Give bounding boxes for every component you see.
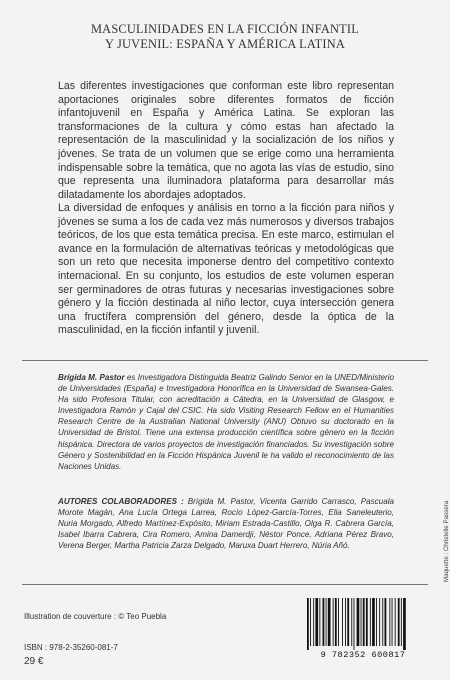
title-line-1: MASCULINIDADES EN LA FICCIÓN INFANTIL (90, 22, 360, 36)
barcode-bar (398, 598, 400, 646)
barcode-bar (351, 598, 352, 646)
isbn: ISBN : 978-2-35260-081-7 (24, 643, 118, 652)
barcode-bar (310, 598, 311, 646)
barcode-bar (326, 598, 327, 646)
barcode-bar (319, 598, 320, 646)
barcode-bar (333, 598, 334, 646)
barcode-digits: 9 782352 600817 (320, 650, 406, 660)
barcode-bar (389, 598, 390, 646)
description-paragraph-1: Las diferentes investigaciones que conforman este libro representan aportaciones originales sobre diferentes formatos de ficción infantojuvenil en España y América Latina. Se exploran las transformaciones de la cultura y cómo estas han afectado la representación de la masculinidad y la socialización de los niños y jóvenes. Se trata de un volumen que se erige como una herramienta indispensable sobre la temática, que no agota las vías de estudio, sino que representa una iluminadora plataforma para desarrollar más dilatadamente los abordajes adoptados. (58, 80, 394, 201)
barcode-bar (345, 598, 346, 646)
barcode-bar (347, 598, 349, 646)
barcode-bar (342, 598, 343, 646)
barcode-bar (338, 598, 339, 646)
barcode-bar (395, 598, 396, 646)
barcode-bar (376, 598, 377, 646)
barcode (303, 598, 423, 662)
barcode-bar (370, 598, 371, 646)
barcode-bar (382, 598, 383, 646)
collaborators-label: AUTORES COLABORADORES : (58, 497, 184, 506)
author-bio-text: es Investigadora Distinguida Beatriz Galindo Senior en la UNED/Ministerio de Universidades (España) e Investigadora Honorífica en la Universidad de Swansea-Gales. Ha sido Profesora Titular, con acreditación a Cátedra, en la Universidad de Glasgow, e Investigadora Ramón y Cajal del CSIC. Ha sido Visiting Research Fellow en el Humanities Research Centre de la Australian National University (ANU) Obtuvo su doctorado en la Universidad de Bristol. Tiene una extensa producción científica sobre género en la ficción hispánica. Directora de varios proyectos de investigación financiados. Su investigación sobre Género y Sostenibilidad en la Ficción Hispánica Juvenil le ha valido el reconocimiento de las Naciones Unidas. (58, 373, 394, 471)
barcode-bar (372, 598, 375, 646)
barcode-bar (354, 598, 355, 650)
barcode-bar (392, 598, 393, 646)
barcode-bar (328, 598, 331, 646)
collaborators-list: Brígida M. Pastor, Vicenta Garrido Carrasco, Pascuala Morote Magán, Ana Lucía Ortega Larrea, Rocío López-García-Torres, Elia Saneleuterio, Nuria Morgado, Alfredo Martínez-Expósito, Miriam Estrada-Castillo, Olga R. Cabrera García, Isabel Ibarra Cabrera, Cira Romero, Amina Damerdji, Néstor Ponce, Adriana Pérez Bravo, Verena Berger, Martha Patricia Zarza Delgado, Maruxa Duart Herrero, Núria Añó. (58, 497, 394, 551)
description-paragraph-2: La diversidad de enfoques y análisis en torno a la ficción para niños y jóvenes se suma a los de cada vez más numerosos y diversos trabajos teóricos, de los que esta temática precisa. En este marco, estimulan el avance en la formulación de alternativas teóricas y metodológicas que son un reto que necesita imponerse dentro del competitivo contexto internacional. En su conjunto, los estudios de este volumen esperan ser germinadores de otras futuras y necesarias investigaciones sobre género y la ficción destinada al niño lector, cuya intersección genera una fructífera comprensión del género, desde la óptica de la masculinidad, en la ficción infantil y juvenil. (58, 202, 394, 337)
layout-credit: Maquette : Christelle Passera (443, 500, 450, 582)
barcode-bar (403, 598, 406, 650)
barcode-bar (385, 598, 387, 646)
divider-bottom (22, 584, 428, 585)
barcode-bar (361, 598, 362, 646)
illustration-credit: Illustration de couverture : © Teo Puebla (24, 612, 167, 621)
book-title (40, 22, 410, 52)
barcode-bar (315, 598, 318, 646)
price: 29 € (24, 656, 44, 667)
author-bio (58, 372, 394, 472)
collaborators (58, 496, 394, 551)
barcode-bar (323, 598, 325, 646)
author-name: Brígida M. Pastor (58, 373, 125, 382)
barcode-bar (335, 598, 337, 646)
barcode-bar (313, 598, 314, 646)
barcode-bar (366, 598, 368, 646)
barcode-bar (357, 598, 360, 646)
barcode-bar (363, 598, 365, 646)
title-line-2: Y JUVENIL: ESPAÑA Y AMÉRICA LATINA (104, 37, 346, 51)
barcode-bar (401, 598, 402, 646)
divider-top (22, 360, 428, 361)
barcode-bars (303, 598, 423, 650)
barcode-bar (379, 598, 380, 646)
barcode-bar (307, 598, 309, 650)
